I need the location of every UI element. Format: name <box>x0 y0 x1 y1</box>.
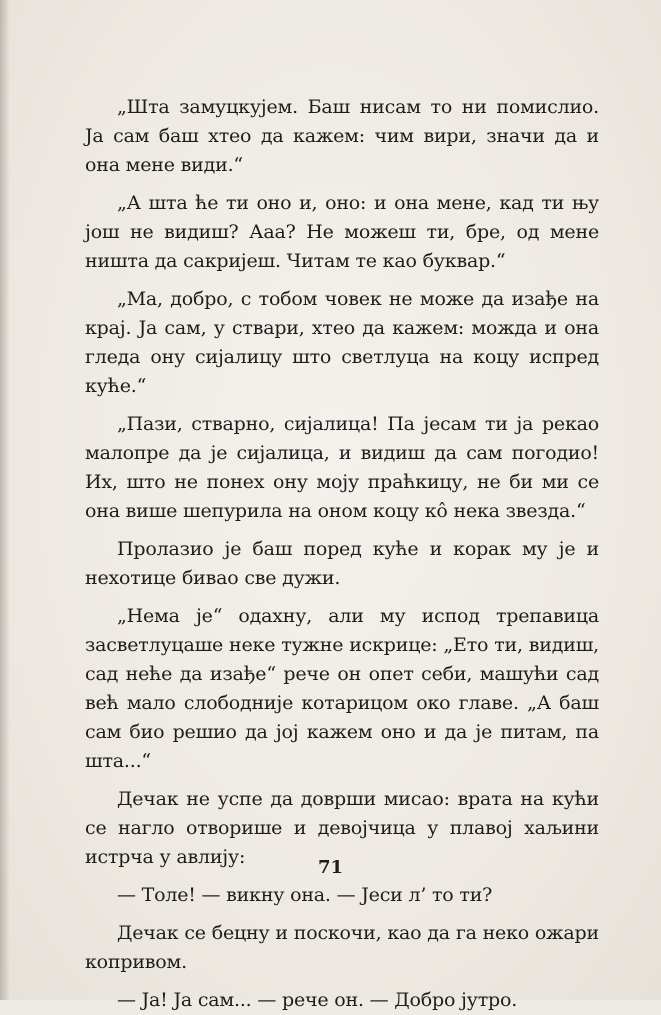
page-number: 71 <box>317 857 344 878</box>
page-edge-shadow <box>0 0 10 1000</box>
paragraph-9: Дечак се бецну и поскочи, као да га неко ожари копривом. <box>85 922 599 973</box>
paragraph-6: „Нема је“ одахну, али му испод трепавица засветлуцаше неке тужне искрице: „Ето ти, видиш, сад неће да изађе“ рече он опет себи, машући сад већ мало слободније котарицом око главе. „А баш сам био решио да јој кажем оно и да је питам, па шта...“ <box>85 605 599 772</box>
paragraph-7: Дечак не успе да доврши мисао: врата на кући се нагло отворише и девојчица у плавој хаљини истрча у авлију: <box>85 788 599 868</box>
paragraph-1: „Шта замуцкујем. Баш нисам то ни помислио. Ја сам баш хтео да кажем: чим вири, значи да и она мене види.“ <box>85 96 599 176</box>
paragraph-4: „Пази, стварно, сијалица! Па јесам ти ја рекао малопре да је сијалица, и видиш да сам погодио! Их, што не понех ону моју праћкицу, не би ми се она више шепурила на оном коцу кô нека звезда.“ <box>85 413 599 522</box>
paragraph-8: — Толе! — викну она. — Јеси л’ то ти? <box>117 884 493 906</box>
paragraph-2: „А шта ће ти оно и, оно: и она мене, кад ти њу још не видиш? Ааа? Не можеш ти, бре, од мене ништа да сакријеш. Читам те као буквар.“ <box>85 192 599 272</box>
paragraph-3: „Ма, добро, с тобом човек не може да изађе на крај. Ја сам, у ствари, хтео да кажем: можда и она гледа ону сијалицу што светлуца на коцу испред куће.“ <box>85 288 599 397</box>
paragraph-5: Пролазио је баш поред куће и корак му је и нехотице бивао све дужи. <box>85 538 599 589</box>
paragraph-10: — Ја! Ја сам... — рече он. — Добро јутро. <box>117 989 518 1011</box>
